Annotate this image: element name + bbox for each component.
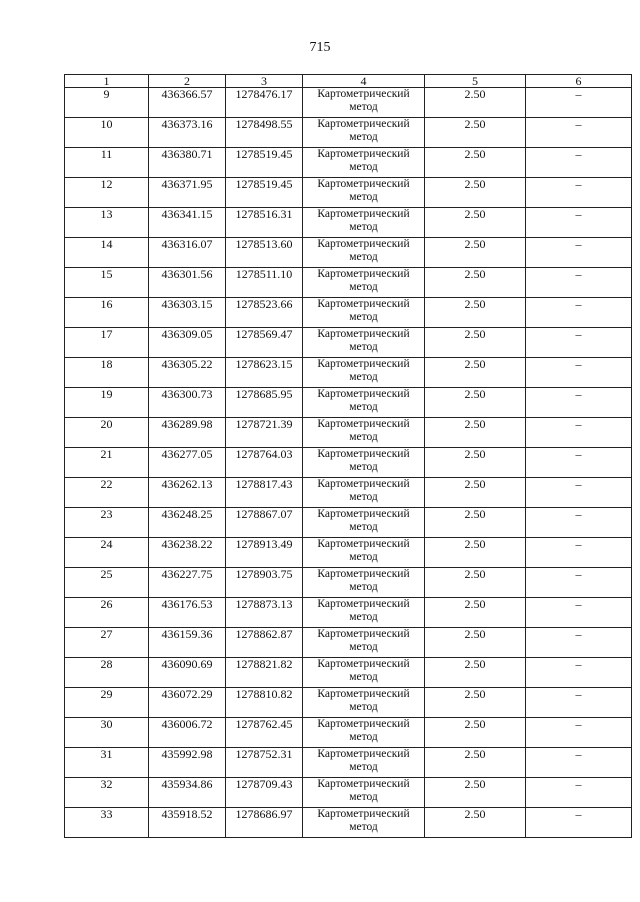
x-coordinate-cell: 436341.15 xyxy=(149,208,226,238)
method-cell: Картометрический метод xyxy=(303,238,425,268)
table-row xyxy=(65,808,632,838)
point-number-cell: 30 xyxy=(65,718,149,748)
note-cell: – xyxy=(526,118,632,148)
point-number-cell: 12 xyxy=(65,178,149,208)
y-coordinate-cell: 1278762.45 xyxy=(226,718,303,748)
method-cell: Картометрический метод xyxy=(303,298,425,328)
x-coordinate-cell: 436301.56 xyxy=(149,268,226,298)
table-row xyxy=(65,298,632,328)
y-coordinate-cell: 1278903.75 xyxy=(226,568,303,598)
accuracy-cell: 2.50 xyxy=(425,208,526,238)
x-coordinate-cell: 436305.22 xyxy=(149,358,226,388)
table-row xyxy=(65,208,632,238)
accuracy-cell: 2.50 xyxy=(425,298,526,328)
x-coordinate-cell: 436227.75 xyxy=(149,568,226,598)
accuracy-cell: 2.50 xyxy=(425,508,526,538)
point-number-cell: 33 xyxy=(65,808,149,838)
accuracy-cell: 2.50 xyxy=(425,538,526,568)
point-number-cell: 22 xyxy=(65,478,149,508)
accuracy-cell: 2.50 xyxy=(425,178,526,208)
y-coordinate-cell: 1278498.55 xyxy=(226,118,303,148)
point-number-cell: 32 xyxy=(65,778,149,808)
table-row xyxy=(65,658,632,688)
method-cell: Картометрический метод xyxy=(303,118,425,148)
y-coordinate-cell: 1278873.13 xyxy=(226,598,303,628)
point-number-cell: 27 xyxy=(65,628,149,658)
table-header-row xyxy=(65,75,632,88)
method-cell: Картометрический метод xyxy=(303,418,425,448)
accuracy-cell: 2.50 xyxy=(425,628,526,658)
column-header-6: 6 xyxy=(526,75,632,88)
accuracy-cell: 2.50 xyxy=(425,748,526,778)
table-row xyxy=(65,448,632,478)
y-coordinate-cell: 1278685.95 xyxy=(226,388,303,418)
point-number-cell: 9 xyxy=(65,88,149,118)
y-coordinate-cell: 1278511.10 xyxy=(226,268,303,298)
point-number-cell: 26 xyxy=(65,598,149,628)
y-coordinate-cell: 1278764.03 xyxy=(226,448,303,478)
table-row xyxy=(65,418,632,448)
method-cell: Картометрический метод xyxy=(303,148,425,178)
table-row xyxy=(65,478,632,508)
note-cell: – xyxy=(526,808,632,838)
y-coordinate-cell: 1278810.82 xyxy=(226,688,303,718)
method-cell: Картометрический метод xyxy=(303,688,425,718)
column-header-2: 2 xyxy=(149,75,226,88)
x-coordinate-cell: 436366.57 xyxy=(149,88,226,118)
note-cell: – xyxy=(526,208,632,238)
x-coordinate-cell: 436316.07 xyxy=(149,238,226,268)
x-coordinate-cell: 435992.98 xyxy=(149,748,226,778)
x-coordinate-cell: 436371.95 xyxy=(149,178,226,208)
page-number: 715 xyxy=(309,40,331,55)
table-row xyxy=(65,238,632,268)
y-coordinate-cell: 1278623.15 xyxy=(226,358,303,388)
table-row xyxy=(65,538,632,568)
note-cell: – xyxy=(526,418,632,448)
table-body xyxy=(65,88,632,838)
method-cell: Картометрический метод xyxy=(303,268,425,298)
accuracy-cell: 2.50 xyxy=(425,778,526,808)
note-cell: – xyxy=(526,388,632,418)
column-header-4: 4 xyxy=(303,75,425,88)
point-number-cell: 17 xyxy=(65,328,149,358)
note-cell: – xyxy=(526,538,632,568)
method-cell: Картометрический метод xyxy=(303,208,425,238)
note-cell: – xyxy=(526,658,632,688)
table-row xyxy=(65,718,632,748)
note-cell: – xyxy=(526,448,632,478)
table-row xyxy=(65,88,632,118)
x-coordinate-cell: 436300.73 xyxy=(149,388,226,418)
method-cell: Картометрический метод xyxy=(303,388,425,418)
accuracy-cell: 2.50 xyxy=(425,688,526,718)
accuracy-cell: 2.50 xyxy=(425,388,526,418)
note-cell: – xyxy=(526,688,632,718)
x-coordinate-cell: 436277.05 xyxy=(149,448,226,478)
x-coordinate-cell: 436176.53 xyxy=(149,598,226,628)
accuracy-cell: 2.50 xyxy=(425,478,526,508)
accuracy-cell: 2.50 xyxy=(425,118,526,148)
note-cell: – xyxy=(526,568,632,598)
y-coordinate-cell: 1278569.47 xyxy=(226,328,303,358)
accuracy-cell: 2.50 xyxy=(425,808,526,838)
method-cell: Картометрический метод xyxy=(303,358,425,388)
method-cell: Картометрический метод xyxy=(303,658,425,688)
accuracy-cell: 2.50 xyxy=(425,448,526,478)
coordinates-table xyxy=(64,74,632,838)
accuracy-cell: 2.50 xyxy=(425,418,526,448)
method-cell: Картометрический метод xyxy=(303,568,425,598)
column-header-1: 1 xyxy=(65,75,149,88)
note-cell: – xyxy=(526,628,632,658)
note-cell: – xyxy=(526,178,632,208)
y-coordinate-cell: 1278913.49 xyxy=(226,538,303,568)
method-cell: Картометрический метод xyxy=(303,478,425,508)
x-coordinate-cell: 436303.15 xyxy=(149,298,226,328)
y-coordinate-cell: 1278519.45 xyxy=(226,178,303,208)
y-coordinate-cell: 1278513.60 xyxy=(226,238,303,268)
column-header-5: 5 xyxy=(425,75,526,88)
y-coordinate-cell: 1278867.07 xyxy=(226,508,303,538)
method-cell: Картометрический метод xyxy=(303,448,425,478)
note-cell: – xyxy=(526,148,632,178)
accuracy-cell: 2.50 xyxy=(425,238,526,268)
point-number-cell: 29 xyxy=(65,688,149,718)
note-cell: – xyxy=(526,328,632,358)
y-coordinate-cell: 1278686.97 xyxy=(226,808,303,838)
accuracy-cell: 2.50 xyxy=(425,598,526,628)
method-cell: Картометрический метод xyxy=(303,178,425,208)
table-row xyxy=(65,118,632,148)
point-number-cell: 10 xyxy=(65,118,149,148)
method-cell: Картометрический метод xyxy=(303,508,425,538)
note-cell: – xyxy=(526,718,632,748)
method-cell: Картометрический метод xyxy=(303,328,425,358)
point-number-cell: 24 xyxy=(65,538,149,568)
x-coordinate-cell: 436090.69 xyxy=(149,658,226,688)
y-coordinate-cell: 1278523.66 xyxy=(226,298,303,328)
x-coordinate-cell: 436072.29 xyxy=(149,688,226,718)
accuracy-cell: 2.50 xyxy=(425,718,526,748)
table-row xyxy=(65,688,632,718)
y-coordinate-cell: 1278752.31 xyxy=(226,748,303,778)
note-cell: – xyxy=(526,748,632,778)
x-coordinate-cell: 436380.71 xyxy=(149,148,226,178)
point-number-cell: 14 xyxy=(65,238,149,268)
point-number-cell: 23 xyxy=(65,508,149,538)
accuracy-cell: 2.50 xyxy=(425,88,526,118)
x-coordinate-cell: 436309.05 xyxy=(149,328,226,358)
x-coordinate-cell: 436248.25 xyxy=(149,508,226,538)
table-row xyxy=(65,748,632,778)
x-coordinate-cell: 436289.98 xyxy=(149,418,226,448)
accuracy-cell: 2.50 xyxy=(425,328,526,358)
method-cell: Картометрический метод xyxy=(303,718,425,748)
x-coordinate-cell: 436006.72 xyxy=(149,718,226,748)
x-coordinate-cell: 436373.16 xyxy=(149,118,226,148)
table-row xyxy=(65,628,632,658)
table-row xyxy=(65,508,632,538)
y-coordinate-cell: 1278862.87 xyxy=(226,628,303,658)
point-number-cell: 19 xyxy=(65,388,149,418)
y-coordinate-cell: 1278519.45 xyxy=(226,148,303,178)
table-row xyxy=(65,358,632,388)
y-coordinate-cell: 1278709.43 xyxy=(226,778,303,808)
y-coordinate-cell: 1278516.31 xyxy=(226,208,303,238)
method-cell: Картометрический метод xyxy=(303,628,425,658)
column-header-3: 3 xyxy=(226,75,303,88)
table-row xyxy=(65,598,632,628)
accuracy-cell: 2.50 xyxy=(425,658,526,688)
point-number-cell: 20 xyxy=(65,418,149,448)
x-coordinate-cell: 435934.86 xyxy=(149,778,226,808)
note-cell: – xyxy=(526,298,632,328)
accuracy-cell: 2.50 xyxy=(425,568,526,598)
point-number-cell: 31 xyxy=(65,748,149,778)
x-coordinate-cell: 436262.13 xyxy=(149,478,226,508)
note-cell: – xyxy=(526,88,632,118)
accuracy-cell: 2.50 xyxy=(425,268,526,298)
method-cell: Картометрический метод xyxy=(303,808,425,838)
point-number-cell: 13 xyxy=(65,208,149,238)
table-row xyxy=(65,328,632,358)
y-coordinate-cell: 1278821.82 xyxy=(226,658,303,688)
accuracy-cell: 2.50 xyxy=(425,148,526,178)
table-row xyxy=(65,148,632,178)
y-coordinate-cell: 1278721.39 xyxy=(226,418,303,448)
x-coordinate-cell: 435918.52 xyxy=(149,808,226,838)
point-number-cell: 16 xyxy=(65,298,149,328)
note-cell: – xyxy=(526,778,632,808)
method-cell: Картометрический метод xyxy=(303,598,425,628)
method-cell: Картометрический метод xyxy=(303,538,425,568)
note-cell: – xyxy=(526,238,632,268)
table-row xyxy=(65,778,632,808)
point-number-cell: 21 xyxy=(65,448,149,478)
point-number-cell: 15 xyxy=(65,268,149,298)
table-row xyxy=(65,568,632,598)
point-number-cell: 18 xyxy=(65,358,149,388)
table-row xyxy=(65,268,632,298)
point-number-cell: 28 xyxy=(65,658,149,688)
method-cell: Картометрический метод xyxy=(303,748,425,778)
y-coordinate-cell: 1278476.17 xyxy=(226,88,303,118)
x-coordinate-cell: 436159.36 xyxy=(149,628,226,658)
note-cell: – xyxy=(526,598,632,628)
note-cell: – xyxy=(526,268,632,298)
point-number-cell: 25 xyxy=(65,568,149,598)
note-cell: – xyxy=(526,508,632,538)
method-cell: Картометрический метод xyxy=(303,88,425,118)
x-coordinate-cell: 436238.22 xyxy=(149,538,226,568)
table-row xyxy=(65,178,632,208)
point-number-cell: 11 xyxy=(65,148,149,178)
table-row xyxy=(65,388,632,418)
method-cell: Картометрический метод xyxy=(303,778,425,808)
note-cell: – xyxy=(526,358,632,388)
accuracy-cell: 2.50 xyxy=(425,358,526,388)
y-coordinate-cell: 1278817.43 xyxy=(226,478,303,508)
note-cell: – xyxy=(526,478,632,508)
